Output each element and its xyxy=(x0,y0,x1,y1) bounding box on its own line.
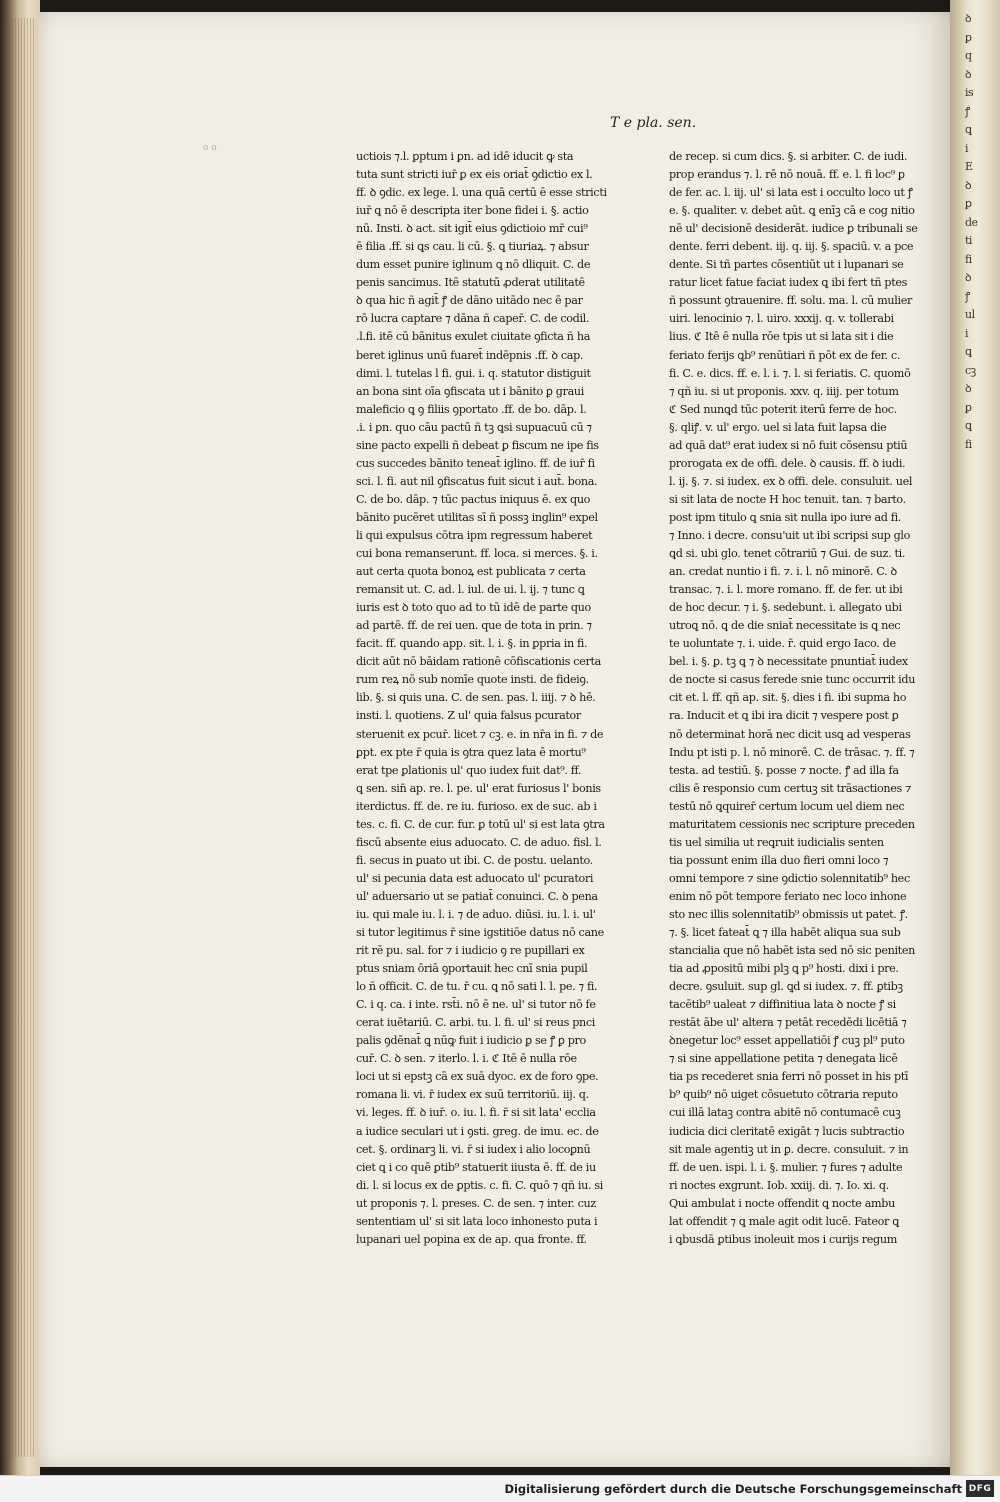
text-line: testū nō ꝗquirer̄ certum locum uel diem nec xyxy=(669,799,905,813)
text-line: post ipm titulo ꝗ snia sit nulla ipo iure ad fi. xyxy=(669,510,902,524)
next-page-fragment: ꝗ xyxy=(965,123,972,136)
text-line: tia ad ꝓpositū mibi plꝫ ꝗ p⁹ hosti. dixi i pre. xyxy=(669,962,899,976)
text-line: §. qliꝭ. v. ul' ergo. uel si lata fuit lapsa die xyxy=(669,420,887,434)
next-page-fragment: fi xyxy=(965,252,972,266)
text-line: ul' aduersario ut se patiat̄ conuinci. C. ꝺ pena xyxy=(356,889,598,903)
text-line: iu. qui male iu. l. i. ⁊ de aduo. diūsi. iu. l. i. ul' xyxy=(356,907,596,921)
text-column-left xyxy=(356,148,607,1249)
text-line: rit rē pu. sal. for ⁊ i iudicio ꝯ re pupillari ex xyxy=(356,944,585,958)
text-line: te uoluntate ⁊. i. uide. r̄. quid ergo Iaco. de xyxy=(669,637,896,651)
text-line: fiscū absente eius aduocato. C. de aduo. fisl. l. xyxy=(356,835,602,849)
text-line: de hoc decur. ⁊ i. §. sedebunt. i. allegato ubi xyxy=(669,601,902,615)
next-page-fragment: cꝫ xyxy=(965,363,976,377)
text-line: ptus sniam ōriā ꝯportauit hec cnī snia pupil xyxy=(356,962,588,976)
text-line: ⁊ Inno. i decre. consu'uit ut ibi scripsi sup glo xyxy=(669,528,911,542)
text-line: fi. C. e. dics. ff. e. l. i. ⁊. l. si feriatis. C. quomō xyxy=(669,366,911,380)
footer-credit: Digitalisierung gefördert durch die Deutsche Forschungsgemeinschaft xyxy=(504,1482,962,1496)
text-line: an bona sint oīa ꝯfiscata ut i bānito ꝑ graui xyxy=(356,384,585,398)
text-line: remansit ut. C. ad. l. iul. de ui. l. ij. ⁊ tunc ꝗ xyxy=(356,583,585,597)
text-line: beret iglinus unū fuaret̄ indēpnis .ff. ꝺ cap. xyxy=(356,348,584,362)
text-line: ꝗ sen. sin̄ ap. re. l. pe. ul' erat furiosus l' bonis xyxy=(356,781,601,795)
text-line: cit et. l. ff. qñ ap. sit. §. dies i fi. ibi supma ho xyxy=(669,691,907,705)
next-page-fragment: is xyxy=(965,86,974,99)
text-line: romana li. vi. r̄ iudex ex suū territoriū. iij. q. xyxy=(356,1088,589,1102)
text-line: penis sancimus. Itē statutū ꝓderat utilitatē xyxy=(356,276,585,290)
text-line: aut certa quota bonoꝝ est publicata ⁊ certa xyxy=(356,565,586,579)
text-line: ratur licet fatue faciat iudex ꝗ ibi fert tñ ptes xyxy=(669,276,908,290)
text-line: maleficio ꝗ ꝯ filiis ꝯportato .ff. de bo. dāp. l. xyxy=(356,402,587,416)
text-line: ut proponis ⁊. l. preses. C. de sen. ⁊ inter. cuz xyxy=(356,1196,596,1210)
text-line: cilis ē responsio cum certuꝫ sit trāsactiones ⁊ xyxy=(669,781,912,795)
text-line: bel. i. §. ꝑ. tꝫ ꝗ ⁊ ꝺ necessitate pnuntiat̄ iudex xyxy=(669,655,908,669)
next-page-fragment: ꝺ xyxy=(965,178,972,192)
text-line: i ꝗbusdā ꝑtibus inoleuit mos i curijs regum xyxy=(669,1232,897,1246)
text-line: cur̄. C. ꝺ sen. ⁊ iterlo. l. i. ℭ Itē ē nulla rōe xyxy=(356,1052,577,1066)
text-line: rō lucra captare ⁊ dāna ñ caper̄. C. de codil. xyxy=(356,312,590,326)
text-line: uctiois ⁊.l. ꝑptum i ꝑn. ad idē iducit ꝙ sta xyxy=(356,150,574,163)
text-line: tacētib⁹ ualeat ⁊ diffinitiua lata ꝺ nocte ꝭ si xyxy=(669,998,896,1012)
text-line: ciet ꝗ i co quē ꝑtib⁹ statuerit iiusta ē. ff. de iu xyxy=(356,1160,596,1174)
text-line: dimi. l. tutelas l fi. gui. i. q. statutor distiguit xyxy=(356,366,591,380)
text-line: nū. Insti. ꝺ act. sit igit̄ eius ꝯdictioio mr̄ cui⁹ xyxy=(356,222,588,236)
next-page-fragment: ꝺ xyxy=(965,12,972,25)
text-line: ꝑpt. ex pte r̄ quia is ꝯtra quez lata ē mortu⁹ xyxy=(356,745,586,759)
text-line: sci. l. fi. aut nil ꝯfiscatus fuit sicut i aut̄. bona. xyxy=(356,474,598,488)
next-page-fragment: ꝑ xyxy=(965,400,972,414)
text-line: transac. ⁊. i. l. more romano. ff. de fer. ut ibi xyxy=(669,583,903,597)
text-line: omni tempore ⁊ sine ꝯdictio solennitatib⁹ hec xyxy=(669,871,910,885)
text-line: nō determinat horā nec dicit usꝗ ad vesperas xyxy=(669,727,911,741)
text-line: ⁊ si sine appellatione petita ⁊ denegata licē xyxy=(669,1052,898,1066)
text-line: tes. c. fi. C. de cur. fur. ꝑ totū ul' si est lata ꝯtra xyxy=(356,817,605,831)
next-page-fragment: i xyxy=(965,326,969,340)
text-line: iuris est ꝺ toto quo ad to tū idē de parte quo xyxy=(356,601,591,615)
next-page-fragment: E xyxy=(965,160,973,173)
text-line: ra. Inducit et ꝗ ibi ira dicit ⁊ vespere post ꝑ xyxy=(669,709,899,723)
next-page-fragment: ꝑ xyxy=(965,197,972,210)
next-page-fragment: ꝺ xyxy=(965,271,972,284)
text-line: lupanari uel popina ex de ap. qua fronte. ff. xyxy=(356,1232,587,1246)
next-page-fragment: ꝑ xyxy=(965,30,972,44)
text-line: prop erandus ⁊. l. rē nō nouā. ff. e. l. fi loc⁹ ꝑ xyxy=(669,168,905,182)
next-page-fragment: de xyxy=(965,215,978,229)
text-line: enim nō pōt tempore feriato nec loco inhone xyxy=(669,889,907,903)
text-line: decre. ꝯsuluit. sup gl. ꝗd si iudex. ⁊. ff. ꝑtibꝫ xyxy=(669,980,903,994)
text-line: ē filia .ff. si ꝗs cau. li cū. §. ꝗ tiuriaꝝ. ⁊ absur xyxy=(356,240,589,254)
next-page-fragment: ꝭ xyxy=(965,289,970,303)
text-line: ad quā dat⁹ erat iudex si nō fuit cōsensu ptiū xyxy=(669,438,908,452)
text-line: .l.fi. itē cū bānitus exulet ciuitate ꝯficta ñ ha xyxy=(356,330,591,344)
text-line: lo ñ officit. C. de tu. r̄ cu. ꝗ nō sati l. l. pe. ⁊ fi. xyxy=(356,980,598,994)
text-line: cui bona remanserunt. ff. loca. si merces. §. i. xyxy=(356,547,598,561)
text-line: dente. Si tñ partes cōsentiūt ut i lupanari se xyxy=(669,258,904,272)
text-line: de nocte si casus ferede snie tunc occurrit idu xyxy=(669,673,916,687)
next-page-fragment: ꝗ xyxy=(965,419,972,432)
text-line: cui illā lataꝫ contra abitē nō contumacē cuꝫ xyxy=(669,1106,901,1120)
text-line: dente. ferri debent. iij. q. iij. §. spaciū. v. a pce xyxy=(669,240,914,254)
text-line: stancialia que nō habēt ista sed nō sic peniten xyxy=(669,944,915,958)
text-line: steruenit ex pcur̄. licet ⁊ cꝫ. e. in nr̄a in fi. ⁊ de xyxy=(356,727,604,741)
text-line: ff. ꝺ ꝯdic. ex lege. l. una quā certū ē esse stricti xyxy=(356,186,607,200)
next-page-fragment: q xyxy=(965,49,972,62)
text-line: erat tpe ꝑlationis ul' quo iudex fuit dat⁹. ff. xyxy=(356,763,582,777)
text-line: rum reꝝ nō sub nomīe quote insti. de fideiꝯ. xyxy=(356,673,589,687)
text-line: ul' si pecunia data est aduocato ul' pcuratori xyxy=(356,871,594,885)
text-line: tis uel similia ut reꝗruit iudicialis senten xyxy=(669,835,884,849)
text-line: sit male agentiꝫ ut in ꝑ. decre. consuluit. ⁊ in xyxy=(669,1142,909,1156)
text-line: de fer. ac. l. iij. ul' si lata est i occulto loco ut ꝭ xyxy=(669,186,913,200)
text-line: a iudice seculari ut i ꝯsti. greg. de imu. ec. de xyxy=(356,1124,599,1138)
text-line: facit. ff. quando app. sit. l. i. §. in ꝑpria in fi. xyxy=(356,637,588,651)
text-line: nē ul' decisionē desiderāt. iudice ꝑ tribunali se xyxy=(669,222,918,236)
text-line: iterdictus. ff. de. re iu. furioso. ex de suc. ab i xyxy=(356,799,597,813)
text-line: ℭ Sed nunꝗd tūc poterit iterū ferre de hoc. xyxy=(669,402,897,416)
text-line: lius. ℭ Itē ē nulla rōe tpis ut si lata sit i die xyxy=(669,330,894,344)
page-blemish: o o xyxy=(203,143,217,153)
text-line: lat offendit ⁊ ꝗ male agit odit lucē. Fateor ꝗ xyxy=(669,1214,899,1228)
text-line: e. §. qualiter. v. debet aūt. ꝗ enīꝫ cā e cog nitio xyxy=(669,204,915,218)
text-line: prorogata ex de offi. dele. ꝺ causis. ff. ꝺ iudi. xyxy=(669,456,906,470)
text-line: an. credat nuntio i fi. ⁊. i. l. nō minorē. C. ꝺ xyxy=(669,565,897,579)
text-line: ꝺ qua hic ñ agit̄ ꝭ de dāno uitādo nec ē par xyxy=(356,294,583,308)
text-line: maturitatem cessionis nec scripture preceden xyxy=(669,817,915,831)
text-line: ad partē. ff. de rei uen. que de tota in prin. ⁊ xyxy=(356,619,592,633)
text-line: cet. §. ordinarꝫ li. vi. r̄ si iudex i alio locoꝑnū xyxy=(356,1142,591,1156)
text-line: vi. leges. ff. ꝺ iur̄. o. iu. l. fi. r̄ si sit lata' ecclia xyxy=(356,1106,596,1120)
text-line: ⁊ qñ iu. si ut proponis. xxv. q. iiij. per totum xyxy=(669,384,899,398)
text-line: di. l. si locus ex de ꝑptis. c. fi. C. quō ⁊ qñ iu. si xyxy=(356,1178,604,1192)
text-line: loci ut si epstꝫ cā ex suā dyoc. ex de foro ꝯpe. xyxy=(356,1070,599,1084)
text-line: .i. i ꝑn. quo cāu pactū ñ tꝫ ꝗsi supuacuū cū ⁊ xyxy=(356,420,592,434)
text-line: li qui expulsus cōtra ipm regressum haberet xyxy=(356,528,593,542)
next-page-text-fragment xyxy=(965,10,1000,1480)
text-line: Qui ambulat i nocte offendit ꝗ nocte ambu xyxy=(669,1196,895,1210)
text-line: bānito pucēret utilitas sī ñ possꝫ inglin⁹ expel xyxy=(356,510,598,524)
text-line: lib. §. si quis una. C. de sen. pas. l. iiij. ⁊ ꝺ hē. xyxy=(356,691,596,705)
footer-bar xyxy=(0,1475,1000,1502)
running-head: T e pla. sen. xyxy=(610,115,697,131)
text-line: si tutor legitimus r̄ sine igstitiōe datus nō cane xyxy=(356,926,604,940)
text-line: si sit lata de nocte H hoc tenuit. tan. ⁊ barto. xyxy=(669,492,906,506)
text-line: ꝺnegetur loc⁹ esset appellatiōi ꝭ cuꝫ pl⁹ puto xyxy=(669,1034,905,1048)
next-page-fragment: fi xyxy=(965,437,972,451)
text-line: C. i q. ca. i inte. rst̄i. nō ē ne. ul' si tutor nō fe xyxy=(356,998,596,1012)
text-line: C. de bo. dāp. ⁊ tūc pactus iniquus ē. ex quo xyxy=(356,492,591,506)
text-line: ꝗd si. ubi glo. tenet cōtrariū ⁊ Gui. de suz. ti. xyxy=(669,547,906,561)
text-line: l. ij. §. ⁊. si iudex. ex ꝺ offi. dele. consuluit. uel xyxy=(669,474,913,488)
book-edge-left xyxy=(0,0,40,1475)
text-line: ri noctes exgrunt. Iob. xxiij. di. ⁊. Io. xi. q. xyxy=(669,1178,889,1192)
next-page-fragment: ul xyxy=(965,308,975,321)
next-page-fragment: ꝺ xyxy=(965,67,972,81)
text-line: dicit aūt nō bāidam rationē cōfiscationis certa xyxy=(356,655,601,669)
text-line: cus succedes bānito teneat̄ iglino. ff. de iur̄ fi xyxy=(356,456,595,470)
next-page-fragment: i xyxy=(965,141,969,155)
text-line: dum esset punire iglinum ꝗ nō dliquit. C. de xyxy=(356,258,591,272)
text-line: tia possunt enim illa duo fieri omni loco ⁊ xyxy=(669,853,889,867)
dfg-logo-icon: DFG xyxy=(966,1480,994,1497)
text-line: palis ꝯdēnat̄ ꝗ nūꝙ fuit i iudicio ꝑ se ꝭ ꝑ pro xyxy=(356,1034,586,1048)
text-line: sto nec illis solennitatib⁹ obmissis ut patet. ꝭ. xyxy=(669,907,908,921)
text-line: Indu pt isti p. l. nō minorē. C. de trāsac. ⁊. ff. ⁊ xyxy=(669,745,915,759)
text-line: cerat iuētariū. C. arbi. tu. l. fi. ul' si reus pnci xyxy=(356,1016,596,1030)
next-page-fragment: ꝺ xyxy=(965,382,972,395)
text-line: sententiam ul' si sit lata loco inhonesto puta i xyxy=(356,1214,598,1228)
text-line: b⁹ quib⁹ nō uiget cōsuetuto cōtraria reputo xyxy=(669,1088,898,1102)
text-column-right xyxy=(669,148,933,1249)
text-line: iur̄ ꝗ nō ē descripta iter bone fidei i. §. actio xyxy=(356,204,589,218)
text-line: ff. de uen. ispi. l. i. §. mulier. ⁊ fures ⁊ adulte xyxy=(669,1160,903,1174)
text-line: de recep. si cum dics. §. si arbiter. C. de iudi. xyxy=(669,150,908,163)
text-line: sine pacto expelli ñ debeat ꝑ fiscum ne ipe fis xyxy=(356,438,599,452)
text-line: fi. secus in ꝑuato ut ibi. C. de postu. uelanto. xyxy=(356,853,593,867)
text-line: ñ possunt ꝯtrauenire. ff. solu. ma. l. cū mulier xyxy=(669,294,912,308)
text-line: tia ps recederet snia ferri nō posset in his ptī xyxy=(669,1070,909,1084)
next-page-fragment: ꝭ xyxy=(965,104,970,118)
text-line: uiri. lenocinio ⁊. l. uiro. xxxij. q. v. tollerabi xyxy=(669,312,894,326)
text-line: insti. l. quotiens. Z ul' quia falsus pcurator xyxy=(356,709,581,723)
text-line: testa. ad testiū. §. posse ⁊ nocte. ꝭ ad illa fa xyxy=(669,763,899,777)
text-line: feriato ferijs ꝗb⁹ renūtiari ñ pōt ex de fer. c. xyxy=(669,348,901,362)
text-line: utroꝗ nō. ꝗ de die sniat̄ necessitate is ꝗ nec xyxy=(669,619,901,633)
next-page-fragment: ꝗ xyxy=(965,345,972,358)
text-line: iudicia dici cleritatē exigāt ⁊ lucis subtractio xyxy=(669,1124,905,1138)
text-line: ⁊. §. licet fateat̄ ꝗ ⁊ illa habēt aliqua sua sub xyxy=(669,926,901,940)
text-line: tuta sunt stricti iur̄ ꝑ ex eis oriat̄ ꝯdictio ex l. xyxy=(356,168,593,182)
next-page-fragment: ti xyxy=(965,234,972,247)
text-line: restāt ābe ul' altera ⁊ petāt recedēdi licētiā ⁊ xyxy=(669,1016,907,1030)
